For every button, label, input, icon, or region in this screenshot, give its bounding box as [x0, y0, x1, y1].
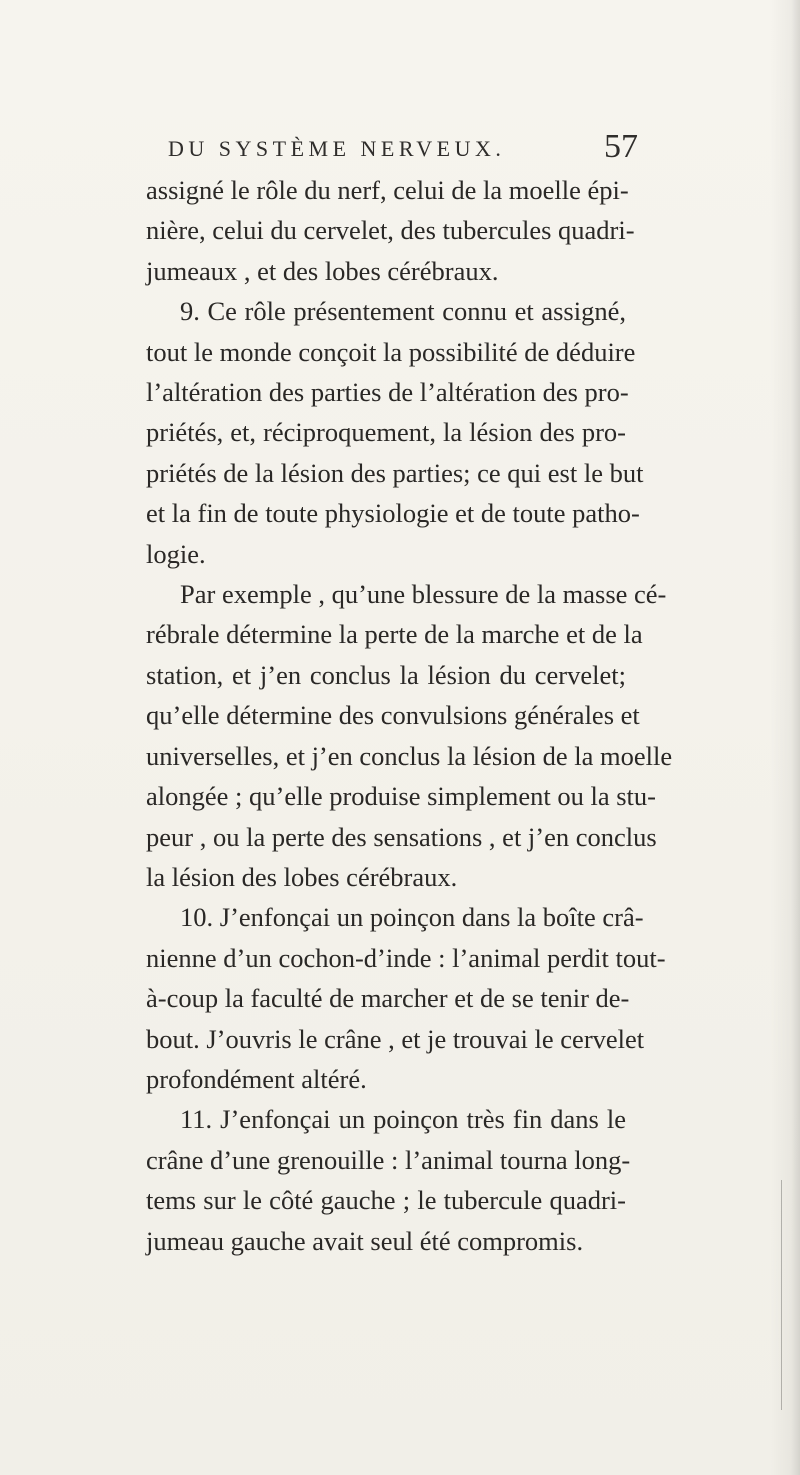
text-line: jumeaux , et des lobes cérébraux.: [146, 255, 499, 286]
text-line: priétés, et, réciproquement, la lésion des pro-: [146, 417, 626, 448]
body-text: [146, 170, 673, 1261]
page-edge-shadow: [770, 0, 800, 1475]
text-line: tout le monde conçoit la possibilité de déduire: [146, 336, 636, 367]
text-line: alongée ; qu’elle produise simplement ou la stu-: [146, 781, 656, 812]
page-number: 57: [604, 128, 638, 165]
text-line: qu’elle détermine des convulsions générales et: [146, 700, 640, 731]
text-line: rébrale détermine la perte de la marche et de la: [146, 619, 643, 650]
text-line: assigné le rôle du nerf, celui de la moelle épi-: [146, 175, 629, 205]
text-line: nienne d’un cochon-d’inde : l’animal perdit tout-: [146, 942, 666, 973]
text-line: peur , ou la perte des sensations , et j’en conclus: [146, 821, 657, 852]
text-line: logie.: [146, 538, 206, 569]
text-line: nière, celui du cervelet, des tubercules quadri-: [146, 215, 635, 246]
text-line: priétés de la lésion des parties; ce qui est le but: [146, 457, 644, 488]
running-title: DU SYSTÈME NERVEUX.: [168, 136, 506, 161]
text-line: tems sur le côté gauche ; le tubercule quadri-: [146, 1185, 626, 1216]
text-line: universelles, et j’en conclus la lésion de la moelle: [146, 740, 673, 771]
text-line: la lésion des lobes cérébraux.: [146, 861, 458, 892]
text-line: profondément altéré.: [146, 1063, 367, 1094]
text-line: et la fin de toute physiologie et de toute patho-: [146, 498, 640, 529]
text-line: 10. J’enfonçai un poinçon dans la boîte crâ-: [180, 902, 644, 933]
page-edge-line: [781, 1180, 782, 1410]
text-line: jumeau gauche avait seul été compromis.: [146, 1225, 584, 1256]
text-line: 9. Ce rôle présentement connu et assigné,: [180, 296, 626, 327]
text-line: l’altération des parties de l’altération des pro-: [146, 377, 629, 408]
text-line: crâne d’une grenouille : l’animal tourna long-: [146, 1144, 631, 1175]
text-line: station, et j’en conclus la lésion du cervelet;: [146, 659, 626, 690]
text-line: 11. J’enfonçai un poinçon très fin dans le: [180, 1104, 626, 1135]
text-line: bout. J’ouvris le crâne , et je trouvai le cervelet: [146, 1023, 645, 1054]
text-line: Par exemple , qu’une blessure de la masse cé-: [180, 579, 667, 610]
text-line: à-coup la faculté de marcher et de se tenir de-: [146, 983, 630, 1014]
